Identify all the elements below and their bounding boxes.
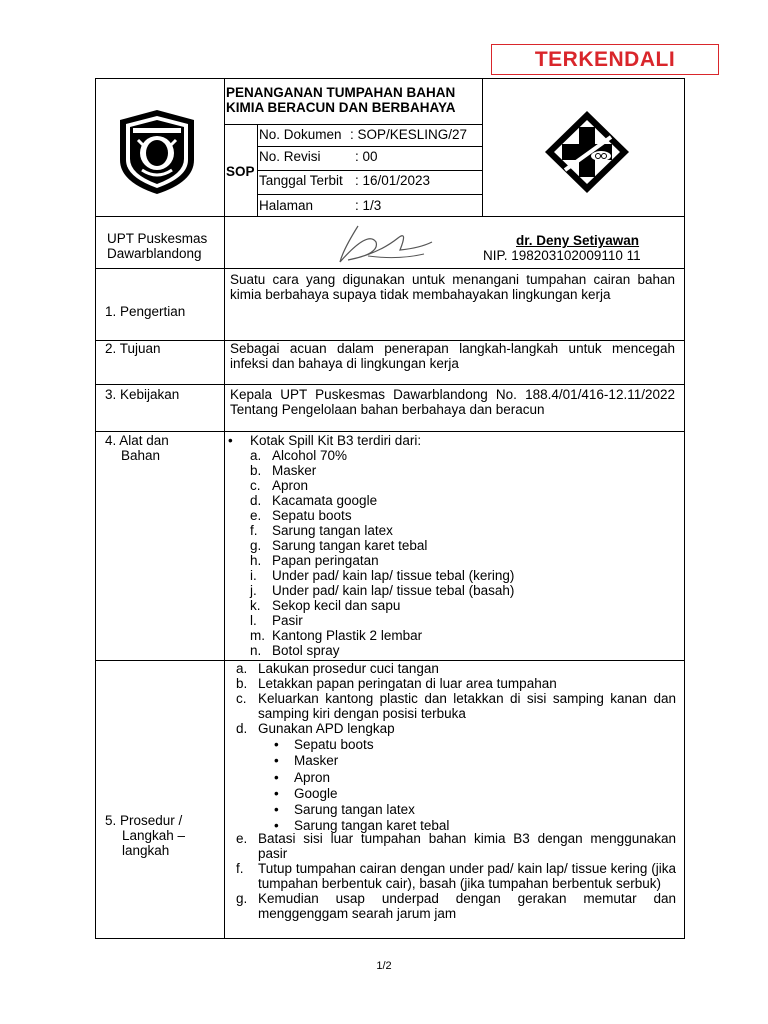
list-item — [236, 661, 676, 676]
list-marker: a. — [236, 661, 248, 676]
page-number: 1/2 — [376, 960, 392, 972]
list-item-text: Apron — [294, 769, 331, 785]
list-marker: b. — [250, 463, 262, 478]
regency-emblem-logo — [116, 108, 198, 196]
bullet-icon: • — [274, 818, 279, 834]
bullet-icon: • — [274, 769, 279, 785]
list-item — [236, 676, 676, 691]
list-item — [236, 861, 676, 891]
list-item-text: Pasir — [272, 613, 303, 628]
divider — [224, 124, 482, 125]
divider — [257, 194, 482, 195]
section-text-tujuan: Sebagai acuan dalam penerapan langkah-langkah untuk mencegah infeksi dan bahaya di lingkungan kerja — [230, 341, 675, 371]
list-item — [250, 628, 670, 643]
list-marker: l. — [250, 613, 257, 628]
prosedur-steps-ab — [236, 661, 676, 691]
list-item-text: Papan peringatan — [272, 553, 379, 568]
section-label-kebijakan: 3. Kebijakan — [105, 387, 180, 402]
list-marker: k. — [250, 598, 261, 613]
issue-date-key: Tanggal Terbit — [259, 173, 343, 188]
list-item-text: Letakkan papan peringatan di luar area tumpahan — [258, 676, 557, 691]
divider — [95, 268, 685, 269]
signatory-name: dr. Deny Setiyawan — [516, 233, 640, 248]
list-item — [274, 753, 654, 769]
apd-list — [274, 737, 654, 835]
signatory-nip: NIP. 198203102009110 11 — [483, 248, 641, 263]
list-marker: g. — [236, 891, 248, 906]
prosedur-steps-eg — [236, 831, 676, 921]
handwritten-signature — [328, 220, 438, 268]
divider — [257, 146, 482, 147]
list-item — [250, 553, 670, 568]
list-marker: i. — [250, 568, 257, 583]
list-item-text: Tutup tumpahan cairan dengan under pad/ kain lap/ tissue kering (jika tumpahan berbentuk cair), basah (jika tumpahan berbentuk serbuk) — [258, 861, 676, 891]
list-item-text: Kemudian usap underpad dengan gerakan memutar dan menggenggam searah jarum jam — [258, 891, 676, 921]
divider — [482, 78, 483, 216]
list-item-text: Sekop kecil dan sapu — [272, 598, 401, 613]
bullet-icon: • — [228, 433, 233, 448]
list-item-text: Under pad/ kain lap/ tissue tebal (basah) — [272, 583, 515, 598]
list-item — [250, 568, 670, 583]
list-item-text: Sepatu boots — [294, 737, 374, 752]
section-label-pengertian: 1. Pengertian — [105, 304, 186, 319]
list-item — [250, 493, 670, 508]
list-item — [250, 598, 670, 613]
divider — [95, 384, 685, 385]
list-marker: e. — [236, 831, 248, 846]
list-marker: c. — [250, 478, 261, 493]
document-title-line2: KIMIA BERACUN DAN BERBAHAYA — [226, 100, 456, 115]
list-item-text: Sarung tangan latex — [272, 523, 393, 538]
list-item-text: Masker — [272, 463, 317, 478]
divider — [95, 216, 685, 217]
list-item — [250, 448, 670, 463]
list-item-text: Sarung tangan karet tebal — [294, 818, 450, 834]
bullet-icon: • — [274, 753, 279, 769]
list-item — [274, 737, 654, 753]
doc-number-value: : SOP/KESLING/27 — [350, 127, 468, 142]
list-item — [250, 463, 670, 478]
list-item — [274, 770, 654, 786]
step-marker: d. — [236, 721, 248, 736]
list-item — [250, 643, 670, 658]
list-item — [236, 891, 676, 921]
list-item — [250, 478, 670, 493]
organization-line2: Dawarblandong — [107, 246, 202, 261]
divider — [224, 78, 225, 268]
list-marker: b. — [236, 676, 248, 691]
document-title-line1: PENANGANAN TUMPAHAN BAHAN — [226, 85, 456, 100]
list-item-text: Under pad/ kain lap/ tissue tebal (kering) — [272, 568, 515, 583]
list-marker: g. — [250, 538, 262, 553]
list-item-text: Kantong Plastik 2 lembar — [272, 628, 423, 643]
list-item — [274, 802, 654, 818]
list-item-text: Botol spray — [272, 643, 340, 658]
list-marker: h. — [250, 553, 262, 568]
section-label-alat-line1: 4. Alat dan — [105, 433, 169, 448]
list-marker: f. — [250, 523, 258, 538]
list-marker: f. — [236, 861, 244, 876]
list-item-text: Apron — [272, 478, 309, 493]
section-label-prosedur-line1: 5. Prosedur / — [105, 813, 183, 828]
section-label-prosedur-line2: Langkah – — [122, 828, 186, 843]
list-item-text: Sepatu boots — [272, 508, 352, 523]
bullet-icon: • — [274, 785, 279, 801]
doc-number-key: No. Dokumen — [259, 127, 342, 142]
divider — [257, 170, 482, 171]
section-text-pengertian: Suatu cara yang digunakan untuk menangani tumpahan cairan bahan kimia berbahaya supaya tidak membahayakan lingkungan kerja — [230, 272, 675, 302]
list-item-text: Lakukan prosedur cuci tangan — [258, 661, 439, 676]
status-stamp: TERKENDALI — [491, 44, 719, 75]
alat-list — [250, 448, 670, 658]
list-marker: d. — [250, 493, 262, 508]
bullet-icon: • — [274, 802, 279, 818]
list-item — [250, 538, 670, 553]
list-marker: n. — [250, 643, 262, 658]
revision-value: : 00 — [355, 149, 378, 164]
list-marker: e. — [250, 508, 262, 523]
step-text: Gunakan APD lengkap — [258, 721, 395, 736]
list-item-text: Sarung tangan karet tebal — [272, 538, 428, 553]
bullet-icon: • — [274, 737, 279, 752]
list-item-text: Google — [294, 785, 338, 801]
page-value: : 1/3 — [355, 198, 382, 213]
list-item — [236, 831, 676, 861]
step-marker: c. — [236, 691, 247, 706]
list-marker: j. — [250, 583, 257, 598]
step-text: Keluarkan kantong plastic dan letakkan di sisi samping kanan dan samping kiri dengan posisi terbuka — [258, 691, 676, 721]
revision-key: No. Revisi — [259, 149, 321, 164]
list-item-text: Masker — [294, 753, 339, 769]
divider — [224, 268, 225, 938]
list-marker: a. — [250, 448, 262, 463]
page-key: Halaman — [259, 198, 314, 213]
list-item-text: Kacamata google — [272, 493, 378, 508]
alat-intro: Kotak Spill Kit B3 terdiri dari: — [250, 433, 422, 448]
list-item-text: Alcohol 70% — [272, 448, 348, 463]
list-item — [250, 613, 670, 628]
divider — [257, 124, 258, 216]
section-label-prosedur-line3: langkah — [122, 843, 170, 858]
list-item — [250, 508, 670, 523]
section-label-alat-line2: Bahan — [121, 448, 161, 463]
list-item — [250, 583, 670, 598]
list-item-text: Batasi sisi luar tumpahan bahan kimia B3 dengan menggunakan pasir — [258, 831, 676, 861]
puskesmas-logo — [541, 107, 633, 197]
list-marker: m. — [250, 628, 265, 643]
sop-label: SOP — [226, 164, 255, 179]
list-item — [274, 786, 654, 802]
section-text-kebijakan: Kepala UPT Puskesmas Dawarblandong No. 188.4/01/416-12.11/2022 Tentang Pengelolaan bahan berbahaya dan beracun — [230, 387, 675, 417]
organization-line1: UPT Puskesmas — [107, 231, 208, 246]
list-item — [250, 523, 670, 538]
divider — [95, 431, 685, 432]
issue-date-value: : 16/01/2023 — [355, 173, 431, 188]
section-label-tujuan: 2. Tujuan — [105, 341, 161, 356]
list-item-text: Sarung tangan latex — [294, 802, 415, 818]
